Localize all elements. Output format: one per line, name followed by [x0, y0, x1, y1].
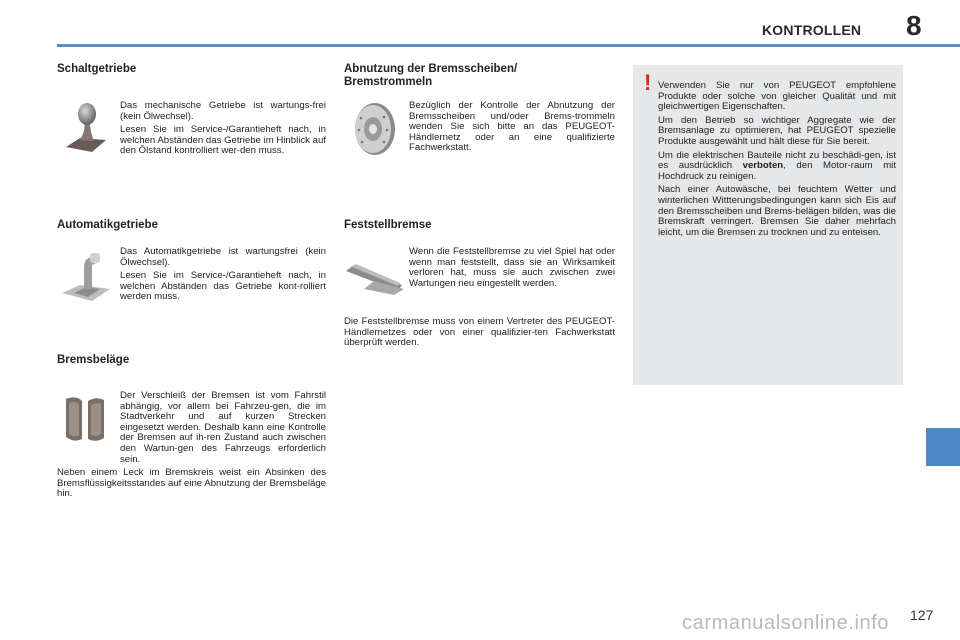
warning-p3-start: Um die elektrischen Bauteile nicht zu beschädi-gen, ist es ausdrücklich — [658, 149, 896, 172]
brake-disc-icon — [349, 100, 397, 158]
parking-brake-text-1 — [409, 247, 615, 292]
warning-p3-bold: verboten — [742, 160, 784, 172]
chapter-side-tab — [926, 428, 960, 466]
automatic-gearbox-p1: Das Automatikgetriebe ist wartungsfrei (kein Ölwechsel). — [120, 246, 326, 268]
warning-p3 — [658, 151, 896, 183]
warning-icon: ! — [644, 70, 652, 95]
parking-brake-p2: Die Feststellbremse muss von einem Vertreter des PEUGEOT-Händlernetzes oder von einer qualifizier-ten Fachwerkstatt überprüft werden. — [344, 316, 615, 349]
header-title: KONTROLLEN — [762, 22, 862, 38]
manual-gearbox-p2: Lesen Sie im Service-/Garantieheft nach, in welchen Abständen das Getriebe im Hinblick auf den Ölstand kontrolliert wer-den muss. — [120, 124, 326, 157]
warning-p4: Nach einer Autowäsche, bei feuchtem Wetter und winterlichen Wittterungsbedingungen kann sich Eis auf den Bremsscheiben und Brems-belägen bilden, was die Bremskraft verringert. Bremsen Sie daher mehrfach leicht, um die Bremsen zu trocknen und zu enteisen. — [658, 184, 896, 238]
parking-brake-text-2 — [344, 317, 615, 352]
automatic-gearbox-p2: Lesen Sie im Service-/Garantieheft nach, in welchen Abständen das Getriebe kont-rolliert werden muss. — [120, 270, 326, 303]
parking-brake-p1: Wenn die Feststellbremse zu viel Spiel hat oder wenn man feststellt, dass sie an Wirksamkeit verloren hat, muss sie auch zwischen zwei Wartungen neu eingestellt werden. — [409, 246, 615, 289]
heading-brake-discs — [344, 63, 517, 89]
header-rule — [57, 44, 960, 47]
chapter-number: 8 — [906, 10, 922, 41]
brake-pads-text — [57, 391, 326, 503]
heading-parking-brake: Feststellbremse — [344, 219, 432, 231]
heading-manual-gearbox: Schaltgetriebe — [57, 63, 137, 75]
watermark: carmanualsonline.info — [682, 612, 890, 634]
brake-discs-p1: Bezüglich der Kontrolle der Abnutzung der Bremsscheiben und/oder Brems-trommeln wenden Sie sich bitte an das PEUGEOT-Händlernetz oder an eine qualifizierte Fachwerkstatt. — [409, 100, 615, 154]
manual-gearbox-p1: Das mechanische Getriebe ist wartungs-frei (kein Ölwechsel). — [120, 100, 326, 122]
heading-brake-discs-line2: Bremstrommeln — [344, 76, 433, 88]
heading-brake-discs-line1: Abnutzung der Bremsscheiben/ — [344, 63, 518, 75]
automatic-gearbox-text — [120, 247, 326, 306]
warning-text — [658, 81, 896, 241]
heading-brake-pads: Bremsbeläge — [57, 354, 130, 366]
warning-p2: Um den Betrieb so wichtiger Aggregate wie der Bremsanlage zu optimieren, hat PEUGEOT spezielle Produkte ausgewählt und hält diese für Sie bereit. — [658, 114, 896, 147]
manual-gearbox-icon — [62, 100, 110, 155]
warning-p3-end: , den Motor-raum mit Hochdruck zu reinigen. — [658, 160, 896, 182]
brake-pads-p2: Neben einem Leck im Bremskreis weist ein Absinken des Bremsflüssigkeitsstandes auf eine Abnutzung der Bremsbeläge hin. — [57, 467, 326, 500]
page-number: 127 — [910, 607, 934, 623]
automatic-gearbox-icon — [60, 249, 112, 304]
brake-pads-p1: Der Verschleiß der Bremsen ist vom Fahrstil abhängig, vor allem bei Fahrzeu-gen, die im Stadtverkehr und auf kurzen Strecken eingesetzt werden. Deshalb kann eine Kontrolle der Bremsen auf ih-ren Zustand auch zwischen den Wartun-gen des Fahrzeugs erforderlich sein. — [120, 390, 326, 465]
warning-p1: Verwenden Sie nur von PEUGEOT empfohlene Produkte oder solche von gleicher Qualität und mit gleichwertigen Eigenschaften. — [658, 80, 896, 113]
brake-discs-text — [409, 101, 615, 157]
parking-brake-icon — [344, 255, 406, 297]
manual-gearbox-text — [120, 101, 326, 160]
heading-automatic-gearbox: Automatikgetriebe — [57, 219, 158, 231]
